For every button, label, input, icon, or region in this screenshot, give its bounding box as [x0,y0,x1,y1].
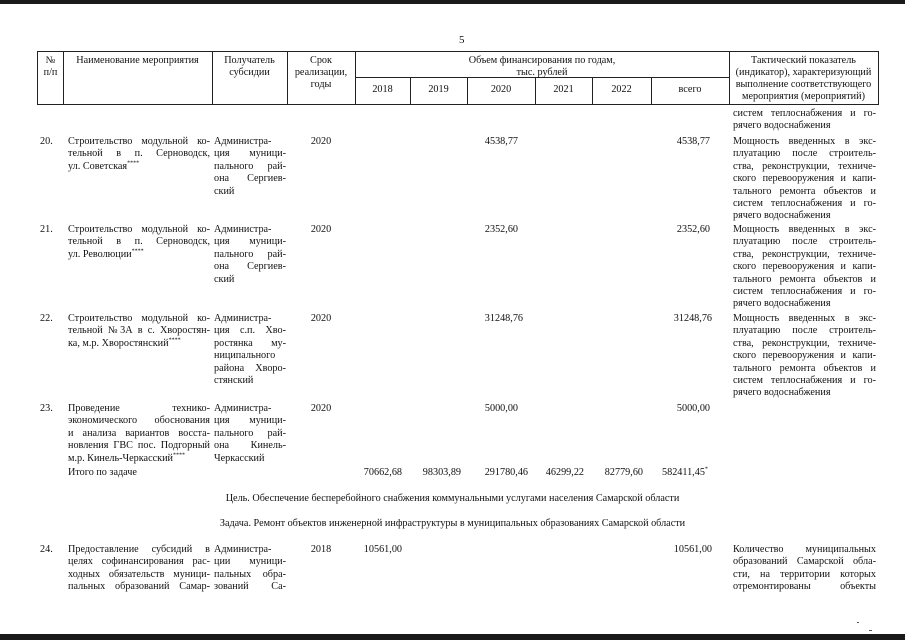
total-all: 582411,45* [662,466,708,478]
row-value-2020: 5000,00 [484,403,518,414]
total-2018: 70662,68 [363,467,402,478]
row-recipient: Администра- ции муници- пальных обра- зований Са- [214,544,286,593]
row-recipient: Администра- ция муници- пального рай- она Сергиев- ский [214,224,286,285]
header-year-2021: 2021 [553,84,574,95]
total-2019: 98303,89 [422,467,461,478]
goal-heading: Цель. Обеспечение бесперебойного снабжения коммунальными услугами населения Самарской области [225,493,680,504]
row-term: 2020 [310,136,332,147]
row-number: 22. [40,313,53,324]
scan-speck [857,622,859,623]
row-value-2020: 31248,76 [484,313,523,324]
row-term: 2018 [310,544,332,555]
header-year-2018: 2018 [372,84,393,95]
total-2020: 291780,46 [484,467,528,478]
scan-speck [869,630,872,631]
table-row [0,224,905,314]
top-scan-border [0,0,905,4]
row-indicator: Количество муниципальных образований Самарской обла- сти, на территории которых отремонтированы объекты [733,544,876,593]
header-year-2019: 2019 [428,84,449,95]
row-value-total: 10561,00 [673,544,712,555]
row-recipient: Администра- ция муници- пального рай- она Кинель- Черкасский [214,403,286,464]
row-indicator: Мощность введенных в экс- плуатацию после строитель- ства, реконструкции, техниче- ского перевооружения и капи- тального ремонта объектов и систем теплоснабжения и го- рячего водоснабжения [733,224,876,310]
row-name: Строительство модульной ко- тельной №3А в с. Хворостян- ка, м.р. Хворостянский**** [68,313,210,349]
row-name: Строительство модульной ко- тельной в п. Серноводск, ул. Советская**** [68,136,210,172]
carryover-indicator: систем теплоснабжения и го- рячего водоснабжения [733,108,876,132]
row-name: Предоставление субсидий в целях софинансирования рас- ходных обязательств муници- пальных образований Самар- [68,544,210,593]
row-value-2020: 4538,77 [484,136,518,147]
header-year-2022: 2022 [611,84,632,95]
header-indicator: Тактический показатель (индикатор), характеризующий выполнение соответствующего мероприятия (мероприятий) [735,55,872,102]
row-value-2018: 10561,00 [363,544,402,555]
bottom-scan-border [0,634,905,640]
table-row [0,544,905,596]
header-total: всего [678,84,702,95]
header-name: Наименование мероприятия [76,55,199,66]
table-row [0,136,905,226]
task-heading: Задача. Ремонт объектов инженерной инфраструктуры в муниципальных образованиях Самарской области [219,518,686,529]
total-2021: 46299,22 [545,467,584,478]
row-value-total: 2352,60 [676,224,710,235]
row-number: 21. [40,224,53,235]
table-row [0,313,905,403]
total-row [0,467,905,481]
header-financing: Объем финансирования по годам, тыс. рублей [468,55,616,78]
page-number: 5 [459,34,465,46]
header-number: № п/п [43,55,58,78]
row-name: Строительство модульной ко- тельной в п. Серноводск, ул. Революции**** [68,224,210,260]
row-term: 2020 [310,224,332,235]
row-recipient: Администра- ция с.п. Хво- ростянка му- ниципального района Хворо- стянский [214,313,286,386]
row-value-2020: 2352,60 [484,224,518,235]
total-2022: 82779,60 [604,467,643,478]
row-name: Проведение технико- экономического обоснования и анализа вариантов восста- новления ГВС пос. Подгорный м.р. Кинель-Черкасский**** [68,403,210,464]
row-value-total: 5000,00 [676,403,710,414]
row-value-total: 4538,77 [676,136,710,147]
table-row [0,403,905,465]
row-term: 2020 [310,313,332,324]
total-label: Итого по задаче [68,467,137,478]
row-number: 24. [40,544,53,555]
row-indicator: Мощность введенных в экс- плуатацию после строитель- ства, реконструкции, техниче- ского перевооружения и капи- тального ремонта объектов и систем теплоснабжения и го- рячего водоснабжения [733,136,876,222]
header-year-2020: 2020 [490,84,512,95]
row-value-total: 31248,76 [673,313,712,324]
row-indicator: Мощность введенных в экс- плуатацию после строитель- ства, реконструкции, техниче- ского перевооружения и капи- тального ремонта объектов и систем теплоснабжения и го- рячего водоснабжения [733,313,876,399]
row-number: 23. [40,403,53,414]
row-recipient: Администра- ция муници- пального рай- она Сергиев- ский [214,136,286,197]
header-term: Срок реализации, годы [294,55,348,90]
row-term: 2020 [310,403,332,414]
row-number: 20. [40,136,53,147]
header-recipient: Получатель субсидии [224,55,275,78]
